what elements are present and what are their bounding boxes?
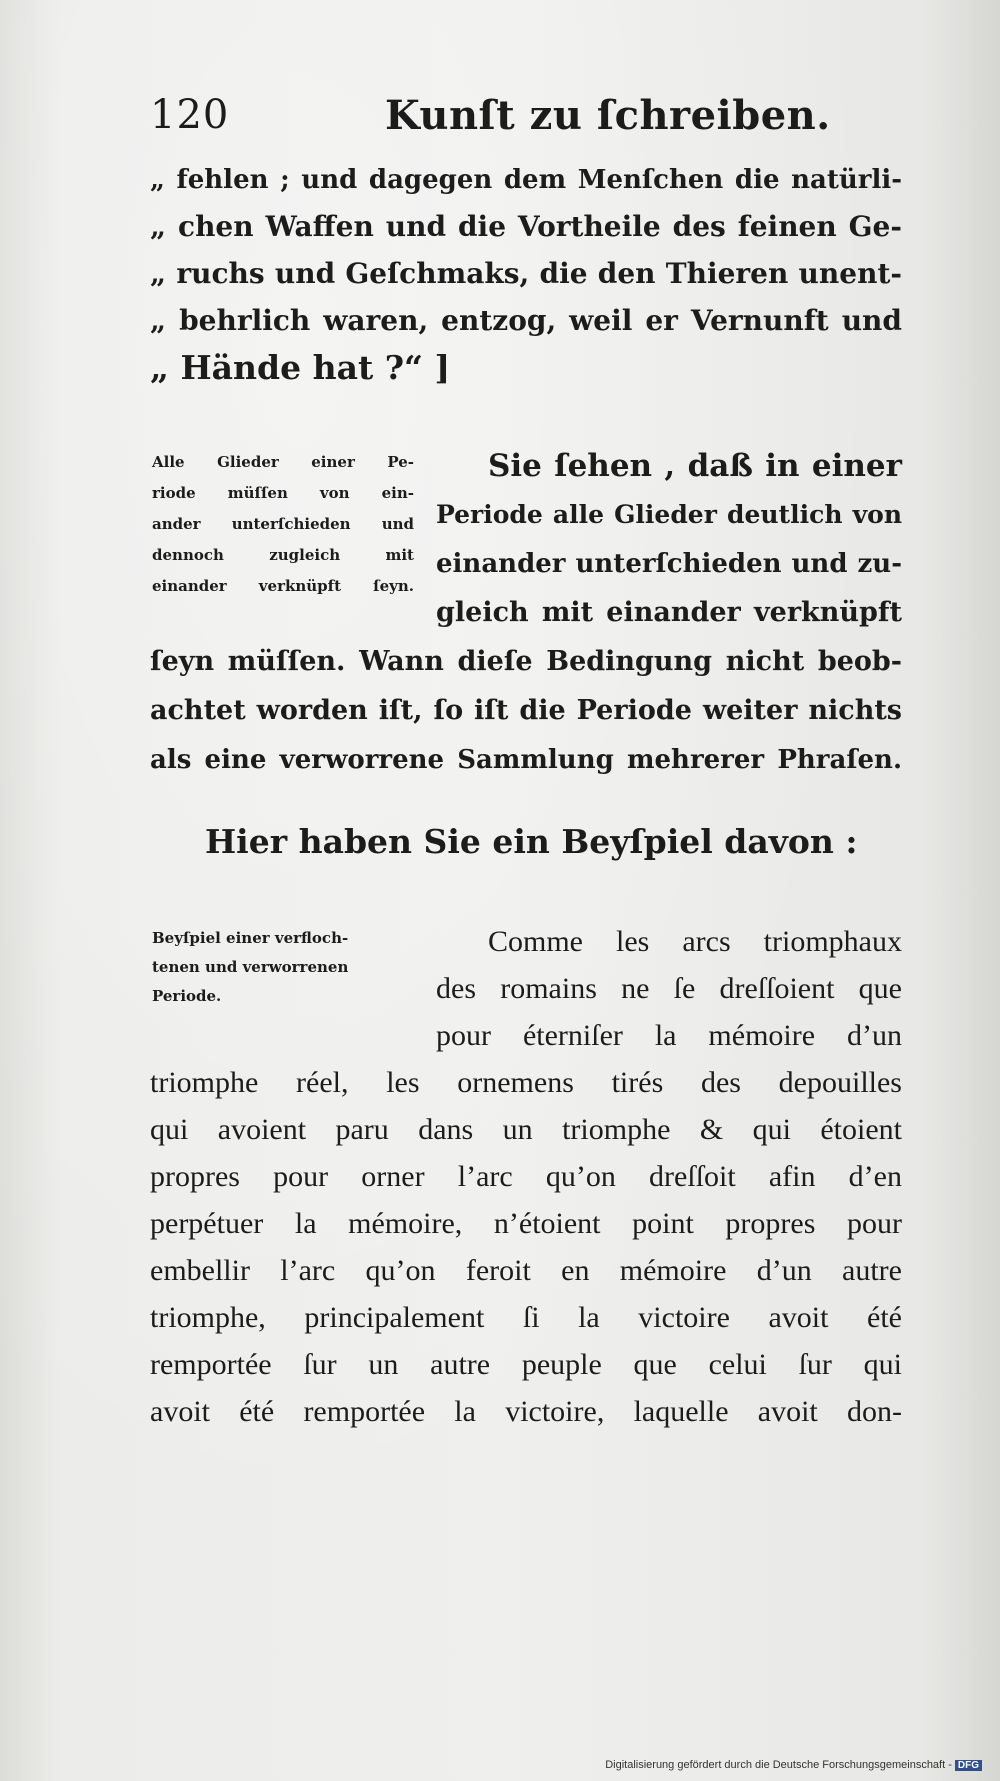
dfg-logo: DFG — [955, 1760, 982, 1771]
quote-line: „ ruchs und Geſchmaks, die den Thieren unent- — [150, 257, 902, 290]
credit-text: Digitalisierung gefördert durch die Deutsche Forschungsgemeinschaft - — [605, 1759, 952, 1771]
running-title: Kunſt zu ſchreiben. — [385, 92, 831, 139]
french-line: triomphe, principalement ſi la victoire avoit été — [150, 1301, 902, 1334]
page-header — [150, 92, 910, 142]
quote-line: „ Hände hat ?“ ] — [150, 348, 451, 387]
french-line: des romains ne ſe dreſſoient que — [436, 972, 902, 1005]
margin-note-line: Periode. — [152, 987, 222, 1005]
quote-line: „ chen Waffen und die Vortheile des feinen Ge- — [150, 210, 902, 243]
french-line: propres pour orner l’arc qu’on dreſſoit afin d’en — [150, 1160, 902, 1193]
margin-note-line: Alle Glieder einer Pe- — [152, 453, 414, 471]
french-line: remportée ſur un autre peuple que celui ſur qui — [150, 1348, 902, 1381]
margin-note-line: dennoch zugleich mit — [152, 546, 414, 564]
french-line: perpétuer la mémoire, n’étoient point propres pour — [150, 1207, 902, 1240]
margin-note-line: ander unterſchieden und — [152, 515, 414, 533]
quote-line: „ fehlen ; und dagegen dem Menſchen die natürli- — [150, 165, 902, 195]
digitization-credit — [605, 1759, 982, 1771]
margin-note-line: tenen und verworrenen — [152, 958, 349, 976]
example-heading: Hier haben Sie ein Beyſpiel davon : — [205, 822, 858, 861]
french-line: triomphe réel, les ornemens tirés des depouilles — [150, 1066, 902, 1099]
french-line: Comme les arcs triomphaux — [488, 925, 902, 958]
margin-note-line: riode müſſen von ein- — [152, 484, 414, 502]
paragraph-line: einander unterſchieden und zu- — [436, 549, 902, 579]
paragraph-line: als eine verworrene Sammlung mehrerer Phraſen. — [150, 745, 902, 775]
french-line: pour éterniſer la mémoire d’un — [436, 1019, 902, 1052]
quote-line: „ behrlich waren, entzog, weil er Vernunft und — [150, 304, 902, 337]
margin-note-line: einander verknüpft ſeyn. — [152, 577, 414, 595]
margin-note-line: Beyſpiel einer verfloch- — [152, 929, 349, 947]
paragraph-line: Sie ſehen , daß in einer — [488, 448, 902, 484]
french-line: qui avoient paru dans un triomphe & qui étoient — [150, 1113, 902, 1146]
paragraph-line: achtet worden iſt, ſo iſt die Periode weiter nichts — [150, 695, 902, 726]
paragraph-line: ſeyn müſſen. Wann dieſe Bedingung nicht beob- — [150, 646, 902, 677]
page-number: 120 — [150, 92, 230, 138]
paragraph-line: gleich mit einander verknüpft — [436, 597, 902, 628]
french-line: embellir l’arc qu’on feroit en mémoire d’un autre — [150, 1254, 902, 1287]
paragraph-line: Periode alle Glieder deutlich von — [436, 500, 902, 529]
french-line: avoit été remportée la victoire, laquelle avoit don- — [150, 1395, 902, 1428]
